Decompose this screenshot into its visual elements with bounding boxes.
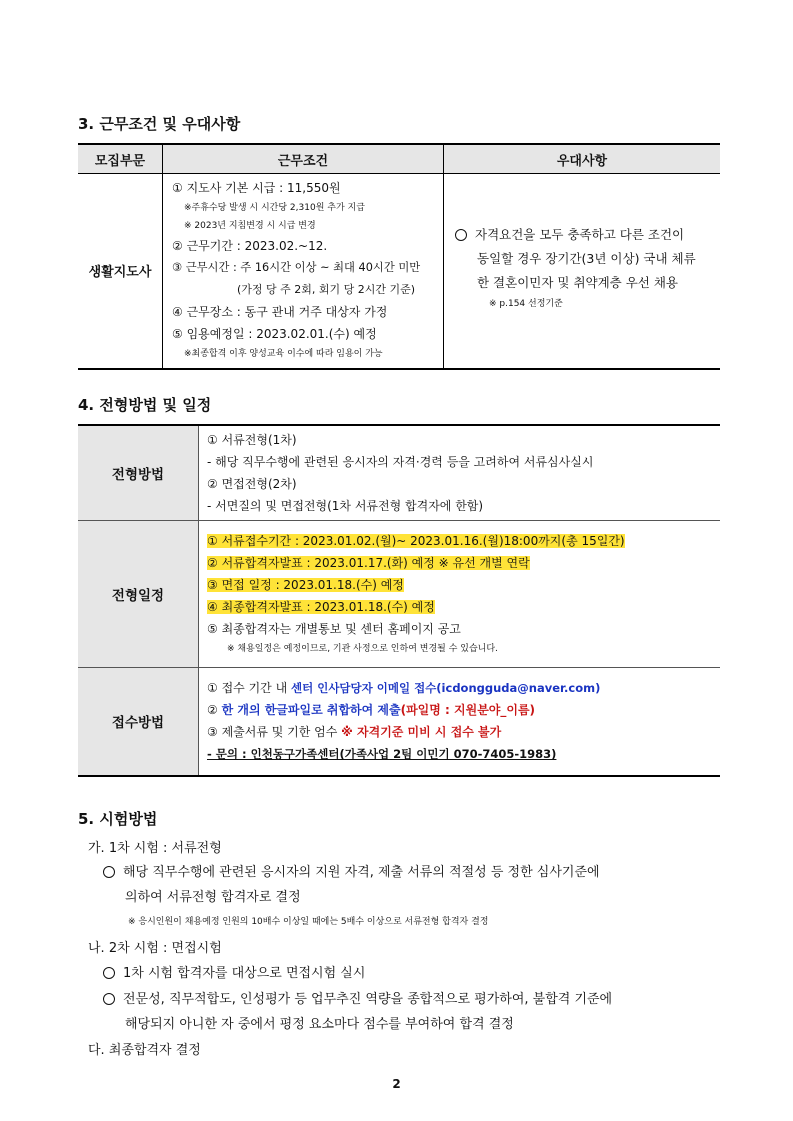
method-line-4: - 서면질의 및 면접전형(1차 서류전형 합격자에 한함) — [207, 498, 484, 513]
receipt-line-3-prefix: ③ 제출서류 및 기한 엄수 — [207, 725, 342, 740]
condition-hours: ③ 근무시간 : 주 16시간 이상 ~ 최대 40시간 미만 — [172, 261, 421, 274]
condition-wage: ① 지도사 기본 시급 : 11,550원 — [172, 181, 341, 195]
section5-title: 5. 시험방법 — [78, 810, 158, 828]
schedule-line-4: ④ 최종합격자발표 : 2023.01.18.(수) 예정 — [207, 599, 435, 614]
receipt-email: 센터 인사담당자 이메일 접수(icdongguda@naver.com) — [290, 681, 601, 696]
section4-title: 4. 전형방법 및 일정 — [78, 396, 212, 414]
method-cell — [199, 425, 721, 520]
exam-1-bullet-line-1: 해당 직무수행에 관련된 응시자의 지원 자격, 제출 서류의 적절성 등 정한 심사기준에 — [123, 865, 600, 880]
exam-1-bullet-line-2: 의하여 서류전형 합격자로 결정 — [125, 890, 301, 905]
final-decision-heading: 다. 최종합격자 결정 — [88, 1043, 201, 1058]
exam-2-bullet-1: 1차 시험 합격자를 대상으로 면접시험 실시 — [123, 966, 366, 981]
exam-1-heading: 가. 1차 시험 : 서류전형 — [88, 841, 222, 856]
receipt-cell — [199, 667, 721, 776]
header-category: 모집부문 — [78, 144, 163, 174]
schedule-line-1: ① 서류접수기간 : 2023.01.02.(월)~ 2023.01.16.(월)18:00까지(총 15일간) — [207, 533, 625, 548]
exam-1-note: ※ 응시인원이 채용예정 인원의 10배수 이상일 때에는 5배수 이상으로 서류전형 합격자 결정 — [128, 917, 489, 927]
receipt-label: 접수방법 — [78, 667, 199, 776]
receipt-line-2-prefix: ② — [207, 703, 222, 718]
preferences-cell — [444, 174, 721, 369]
method-line-2: - 해당 직무수행에 관련된 응시자의 자격·경력 등을 고려하여 서류심사실시 — [207, 454, 594, 469]
page-number: 2 — [392, 1077, 401, 1091]
bullet-circle-icon — [455, 229, 467, 241]
schedule-label: 전형일정 — [78, 520, 199, 667]
schedule-line-3: ③ 면접 일정 : 2023.01.18.(수) 예정 — [207, 577, 404, 592]
bullet-circle-icon — [103, 967, 115, 979]
receipt-file-instruction: 한 개의 한글파일로 취합하여 제출 — [221, 703, 401, 718]
condition-location: ④ 근무장소 : 동구 관내 거주 대상자 가정 — [172, 305, 388, 319]
preference-note: ※ p.154 선정기준 — [489, 299, 563, 309]
condition-start-note: ※최종합격 이후 양성교육 이수에 따라 임용이 가능 — [184, 349, 383, 359]
method-line-3: ② 면접전형(2차) — [207, 476, 297, 491]
category-cell: 생활지도사 — [78, 174, 163, 369]
bullet-circle-icon — [103, 993, 115, 1005]
bullet-circle-icon — [103, 866, 115, 878]
condition-wage-note1: ※주휴수당 발생 시 시간당 2,310원 추가 지급 — [184, 203, 365, 213]
header-preferences: 우대사항 — [444, 144, 721, 174]
section3-title: 3. 근무조건 및 우대사항 — [78, 115, 241, 133]
conditions-table — [78, 143, 720, 370]
exam-2-bullet-2-line-2: 해당되지 아니한 자 중에서 평정 요소마다 점수를 부여하여 합격 결정 — [125, 1017, 514, 1032]
condition-wage-note2: ※ 2023년 지침변경 시 시급 변경 — [184, 221, 316, 231]
receipt-line-1-prefix: ① 접수 기간 내 — [207, 681, 291, 696]
selection-table — [78, 424, 720, 777]
receipt-contact: - 문의 : 인천동구가족센터(가족사업 2팀 이민기 070-7405-1983) — [207, 747, 557, 762]
schedule-note: ※ 채용일정은 예정이므로, 기관 사정으로 인하여 변경될 수 있습니다. — [227, 643, 498, 654]
conditions-cell — [163, 174, 444, 369]
receipt-file-name: (파일명 : 지원분야_이름) — [400, 703, 536, 718]
preference-line-3: 한 결혼이민자 및 취약계층 우선 채용 — [477, 275, 678, 290]
method-line-1: ① 서류전형(1차) — [207, 432, 297, 447]
preference-line-1: 자격요건을 모두 충족하고 다른 조건이 — [475, 227, 685, 242]
receipt-warning: ※ 자격기준 미비 시 접수 불가 — [341, 725, 502, 740]
preference-line-2: 동일할 경우 장기간(3년 이상) 국내 체류 — [477, 251, 696, 266]
condition-period: ② 근무기간 : 2023.02.~12. — [172, 239, 328, 253]
condition-start-date: ⑤ 임용예정일 : 2023.02.01.(수) 예정 — [172, 327, 377, 341]
schedule-cell — [199, 520, 721, 667]
header-conditions: 근무조건 — [163, 144, 444, 174]
condition-hours-note: (가정 당 주 2회, 회기 당 2시간 기준) — [237, 283, 416, 296]
exam-2-bullet-2-line-1: 전문성, 직무적합도, 인성평가 등 업무추진 역량을 종합적으로 평가하여, 불합격 기준에 — [123, 992, 613, 1007]
schedule-line-5: ⑤ 최종합격자는 개별통보 및 센터 홈페이지 공고 — [207, 621, 461, 636]
schedule-line-2: ② 서류합격자발표 : 2023.01.17.(화) 예정 ※ 유선 개별 연락 — [207, 555, 530, 570]
exam-2-heading: 나. 2차 시험 : 면접시험 — [88, 941, 222, 956]
method-label: 전형방법 — [78, 425, 199, 520]
